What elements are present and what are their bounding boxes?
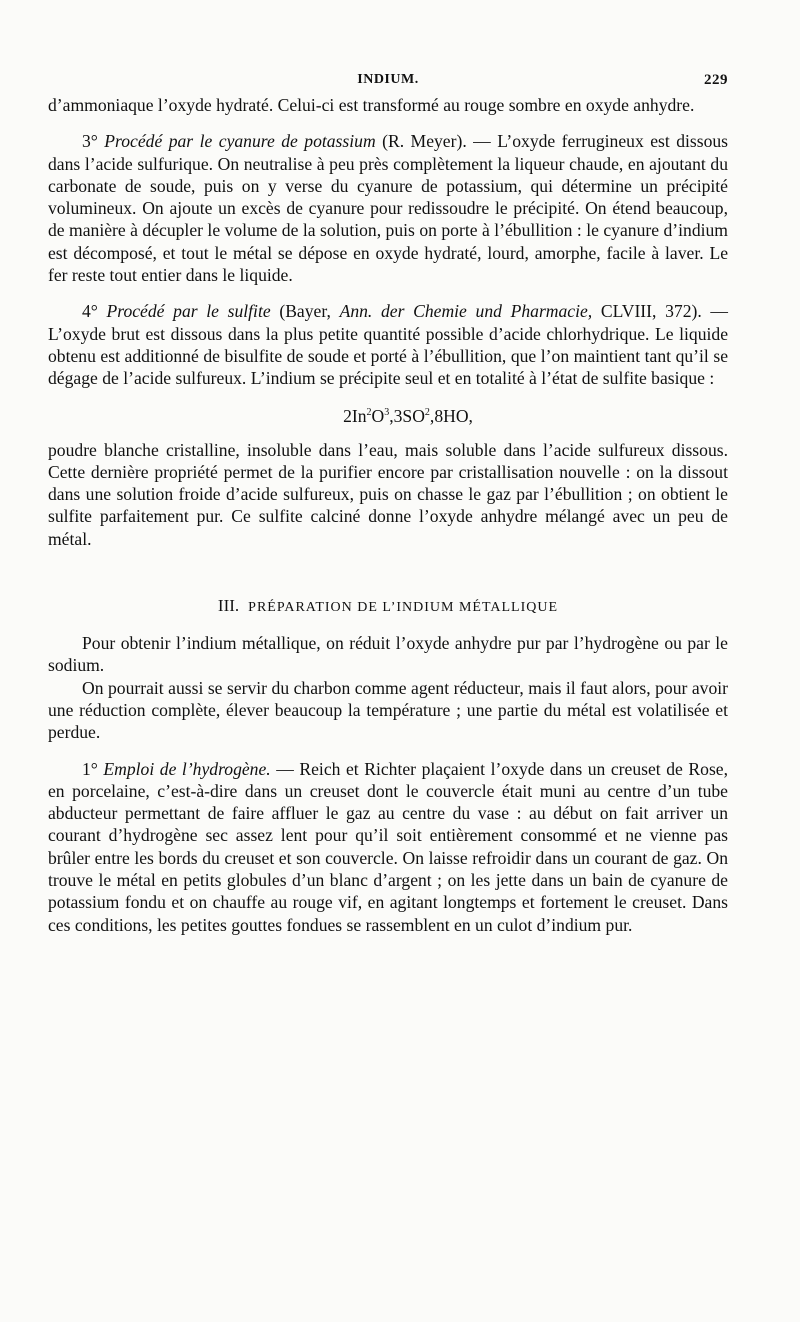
item-title: Emploi de l’hydrogène.	[103, 758, 271, 779]
item-number: 1°	[82, 758, 104, 779]
journal-name: Ann. der Chemie und Pharmacie,	[339, 301, 593, 322]
citation-open: (Bayer,	[270, 301, 340, 322]
paragraph-cyanide-process	[48, 130, 728, 286]
item-text: — Reich et Richter plaçaient l’oxyde dans un creuset de Rose, en porcelaine, c’est-à-dire dans un creuset dont le couvercle était muni au centre d’un tube abducteur permettant de faire affluer le gaz au centre du vase : au début on fait arriver un courant d’hydrogène sec assez lent pour qu’il soit entièrement consommé et ne vienne pas brûler entre les bords du creuset et son couvercle. On laisse refroidir dans un courant de gaz. On trouve le métal en petits globules d’un blanc d’argent ; on les jette dans un bain de cyanure de potassium fondu et on chauffe au rouge vif, en agitant longtemps et fortement le creuset. Dans ces conditions, les petites gouttes fondues se rassemblent en un culot d’indium pur.	[48, 758, 728, 935]
paragraph-charcoal-reduction: On pourrait aussi se servir du charbon comme agent réducteur, mais il faut alors, pour avoir une réduction complète, élever beaucoup la température ; une partie du métal est volatilisée et perdue.	[48, 677, 728, 743]
paragraph-sulfite-properties: poudre blanche cristalline, insoluble dans l’eau, mais soluble dans l’acide sulfureux dissous. Cette dernière propriété permet de la purifier encore par cristallisation nouvelle : on la dissout dans une solution froide d’acide sulfureux, puis on chasse le gaz par l’ébullition ; on obtient le sulfite parfaitement pur. Ce sulfite calciné donne l’oxyde anhydre mélangé avec un peu de métal.	[48, 439, 728, 549]
document-page	[48, 72, 728, 1272]
section-heading	[48, 596, 728, 616]
page-number: 229	[704, 72, 728, 88]
paragraph-hydrogen-method	[48, 758, 728, 936]
item-title: Procédé par le cyanure de potassium	[104, 131, 376, 152]
page-header	[48, 72, 728, 94]
section-title: PRÉPARATION DE L’INDIUM MÉTALLIQUE	[248, 600, 559, 616]
item-text: CLVIII, 372). — L’oxyde brut est dissous dans la plus petite quantité possible d’acide chlorhydrique. Le liquide obtenu est additionné de bisulfite de soude et porté à l’ébullition, que l’on maintient tant qu’il se dégage de l’acide sulfureux. L’indium se précipite seul et en totalité à l’état de sulfite basique :	[48, 301, 729, 389]
section-number: III.	[217, 596, 240, 616]
item-text: (R. Meyer). — L’oxyde ferrugineux est dissous dans l’acide sulfurique. On neutralise à peu près complètement la liqueur chaude, en ajoutant du carbonate de soude, puis on y verse du cyanure de potassium, qui détermine un précipité volumineux. On ajoute un excès de cyanure pour redissoudre le précipité. On étend beaucoup, de manière à décupler le volume de la solution, puis on porte à l’ébullition : le cyanure d’indium est décomposé, et tout le métal se dépose en oxyde hydraté, lourd, amorphe, facile à laver. Le fer reste tout entier dans le liquide.	[48, 131, 729, 286]
running-title: INDIUM.	[357, 72, 419, 87]
paragraph-sulfite-process	[48, 300, 728, 389]
item-title: Procédé par le sulfite	[106, 301, 271, 322]
paragraph-continued: d’ammoniaque l’oxyde hydraté. Celui-ci est transformé au rouge sombre en oxyde anhydre.	[48, 95, 695, 115]
item-number: 3°	[82, 131, 105, 152]
chemical-formula: $2In^2O^3,3SO^2,8HO$,	[343, 405, 473, 426]
item-number: 4°	[82, 301, 107, 322]
paragraph-reduction-intro: Pour obtenir l’indium métallique, on réduit l’oxyde anhydre pur par l’hydrogène ou par le sodium.	[48, 633, 728, 676]
